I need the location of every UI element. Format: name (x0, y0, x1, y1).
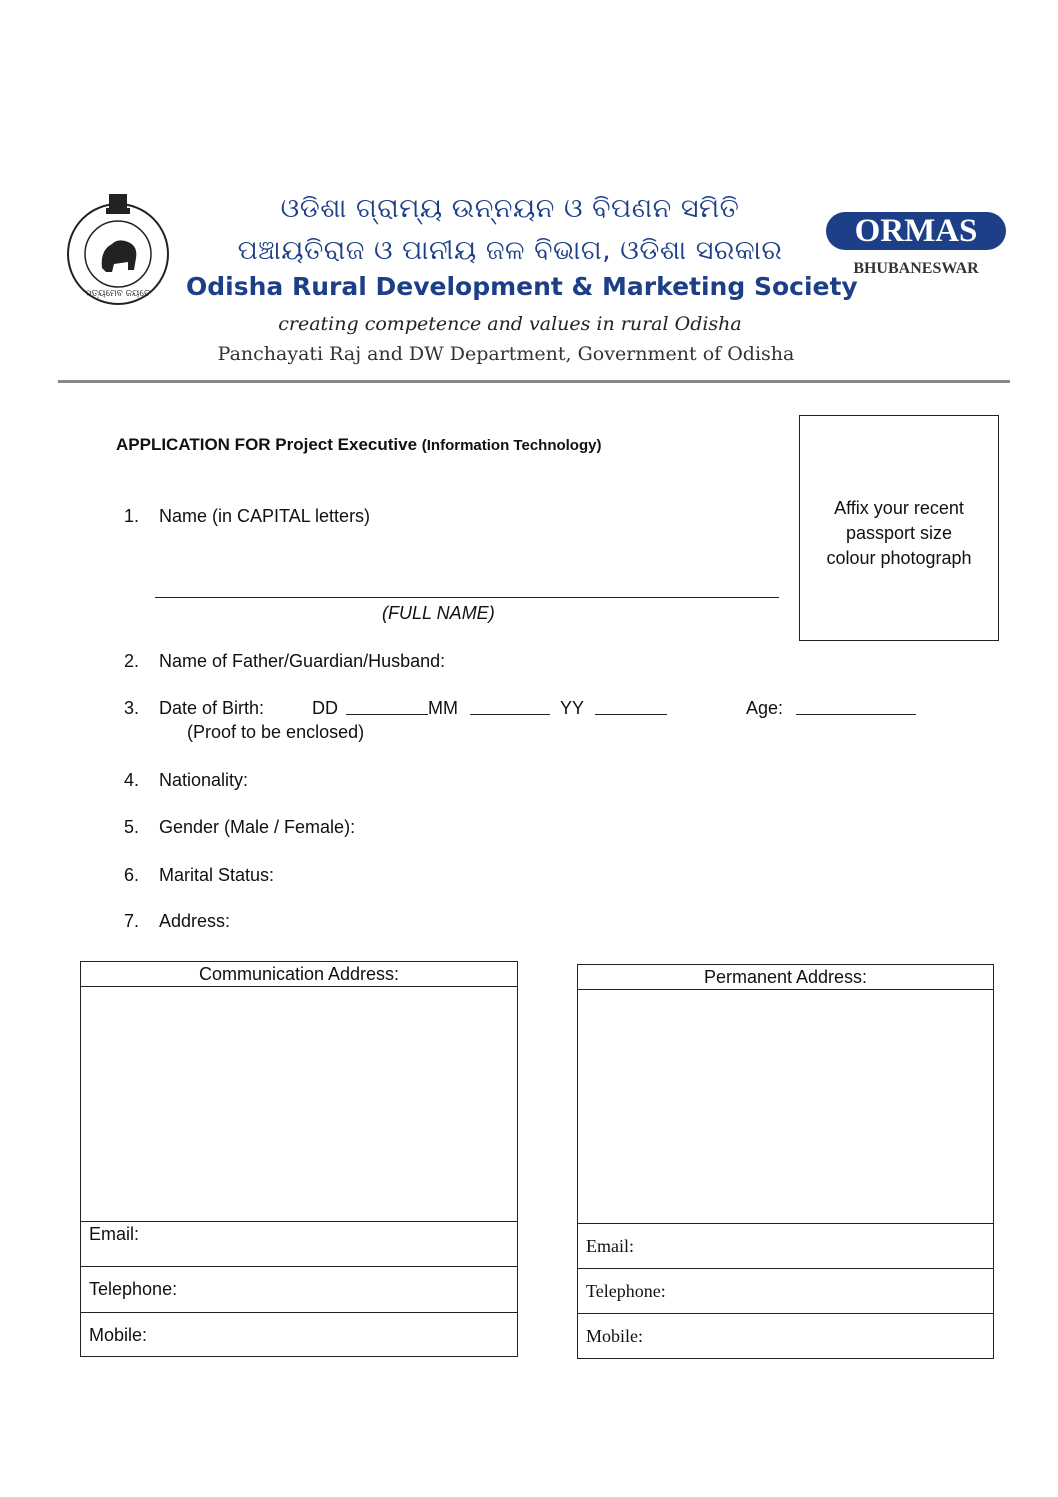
age-label: Age: (746, 698, 784, 718)
communication-address-box (80, 961, 518, 1357)
permanent-telephone-field[interactable]: Telephone: (578, 1269, 993, 1314)
full-name-caption: (FULL NAME) (382, 603, 495, 623)
photo-text-line: colour photograph (826, 548, 972, 568)
field-number: 3. (124, 698, 140, 718)
ormas-city: BHUBANESWAR (853, 260, 979, 277)
permanent-email-field[interactable]: Email: (578, 1224, 993, 1269)
dob-year-label: YY (560, 698, 585, 718)
field-label: Marital Status: (159, 865, 275, 885)
dob-day-label: DD (312, 698, 338, 718)
field-nationality (0, 770, 800, 794)
dob-month-input[interactable] (470, 698, 550, 715)
field-number: 6. (124, 865, 140, 885)
communication-address-input[interactable] (81, 987, 517, 1222)
field-number: 2. (124, 651, 140, 671)
field-marital-status (0, 865, 800, 889)
photo-box[interactable] (799, 415, 999, 641)
age-input[interactable] (796, 698, 916, 715)
communication-telephone-field[interactable]: Telephone: (81, 1267, 517, 1313)
department-name: Panchayati Raj and DW Department, Government of Odisha (217, 343, 795, 365)
field-number: 5. (124, 817, 140, 837)
odisha-emblem-icon (62, 188, 174, 306)
ormas-logo: ORMAS (826, 212, 1006, 250)
field-name (0, 506, 800, 530)
department-name-odia: ପଞ୍ଚାୟତିରାଜ ଓ ପାନୀୟ ଜଳ ବିଭାଗ, ଓଡିଶା ସରକାର (237, 235, 783, 266)
dob-month-label: MM (428, 698, 458, 718)
application-title (116, 435, 601, 455)
field-label: Date of Birth: (159, 698, 265, 718)
tagline: creating competence and values in rural Odisha (278, 313, 742, 335)
permanent-address-input[interactable] (578, 990, 993, 1224)
photo-text-line: Affix your recent (834, 498, 964, 518)
dob-proof-note: (Proof to be enclosed) (187, 722, 365, 742)
application-title-main: APPLICATION FOR Project Executive (116, 435, 418, 454)
permanent-mobile-field[interactable]: Mobile: (586, 1326, 643, 1346)
field-label: Name (in CAPITAL letters) (159, 506, 371, 526)
field-father-name (0, 651, 800, 675)
full-name-input-line[interactable] (155, 597, 779, 598)
org-name-odia: ଓଡିଶା ଗ୍ରାମ୍ୟ ଉନ୍ନୟନ ଓ ବିପଣନ ସମିତି (280, 193, 740, 224)
svg-text:ସତ୍ୟମେବ ଜୟତେ: ସତ୍ୟମେବ ଜୟତେ (85, 289, 151, 299)
field-address (0, 911, 800, 935)
permanent-address-title: Permanent Address: (578, 965, 993, 990)
permanent-address-box (577, 964, 994, 1359)
field-label: Address: (159, 911, 231, 931)
application-title-sub: (Information Technology) (421, 437, 602, 454)
dob-day-input[interactable] (346, 698, 428, 715)
field-label: Name of Father/Guardian/Husband: (159, 651, 446, 671)
communication-mobile-field[interactable]: Mobile: (89, 1325, 148, 1345)
communication-email-field[interactable]: Email: (81, 1222, 517, 1267)
header-divider (58, 380, 1010, 383)
field-number: 7. (124, 911, 140, 931)
org-name-english: Odisha Rural Development & Marketing Society (186, 272, 858, 301)
communication-address-title: Communication Address: (81, 962, 517, 987)
field-number: 1. (124, 506, 140, 526)
dob-year-input[interactable] (595, 698, 667, 715)
field-date-of-birth (0, 698, 1000, 722)
field-label: Gender (Male / Female): (159, 817, 356, 837)
field-gender (0, 817, 800, 841)
field-number: 4. (124, 770, 140, 790)
photo-text-line: passport size (845, 523, 953, 543)
photo-instructions (800, 496, 998, 571)
field-label: Nationality: (159, 770, 249, 790)
